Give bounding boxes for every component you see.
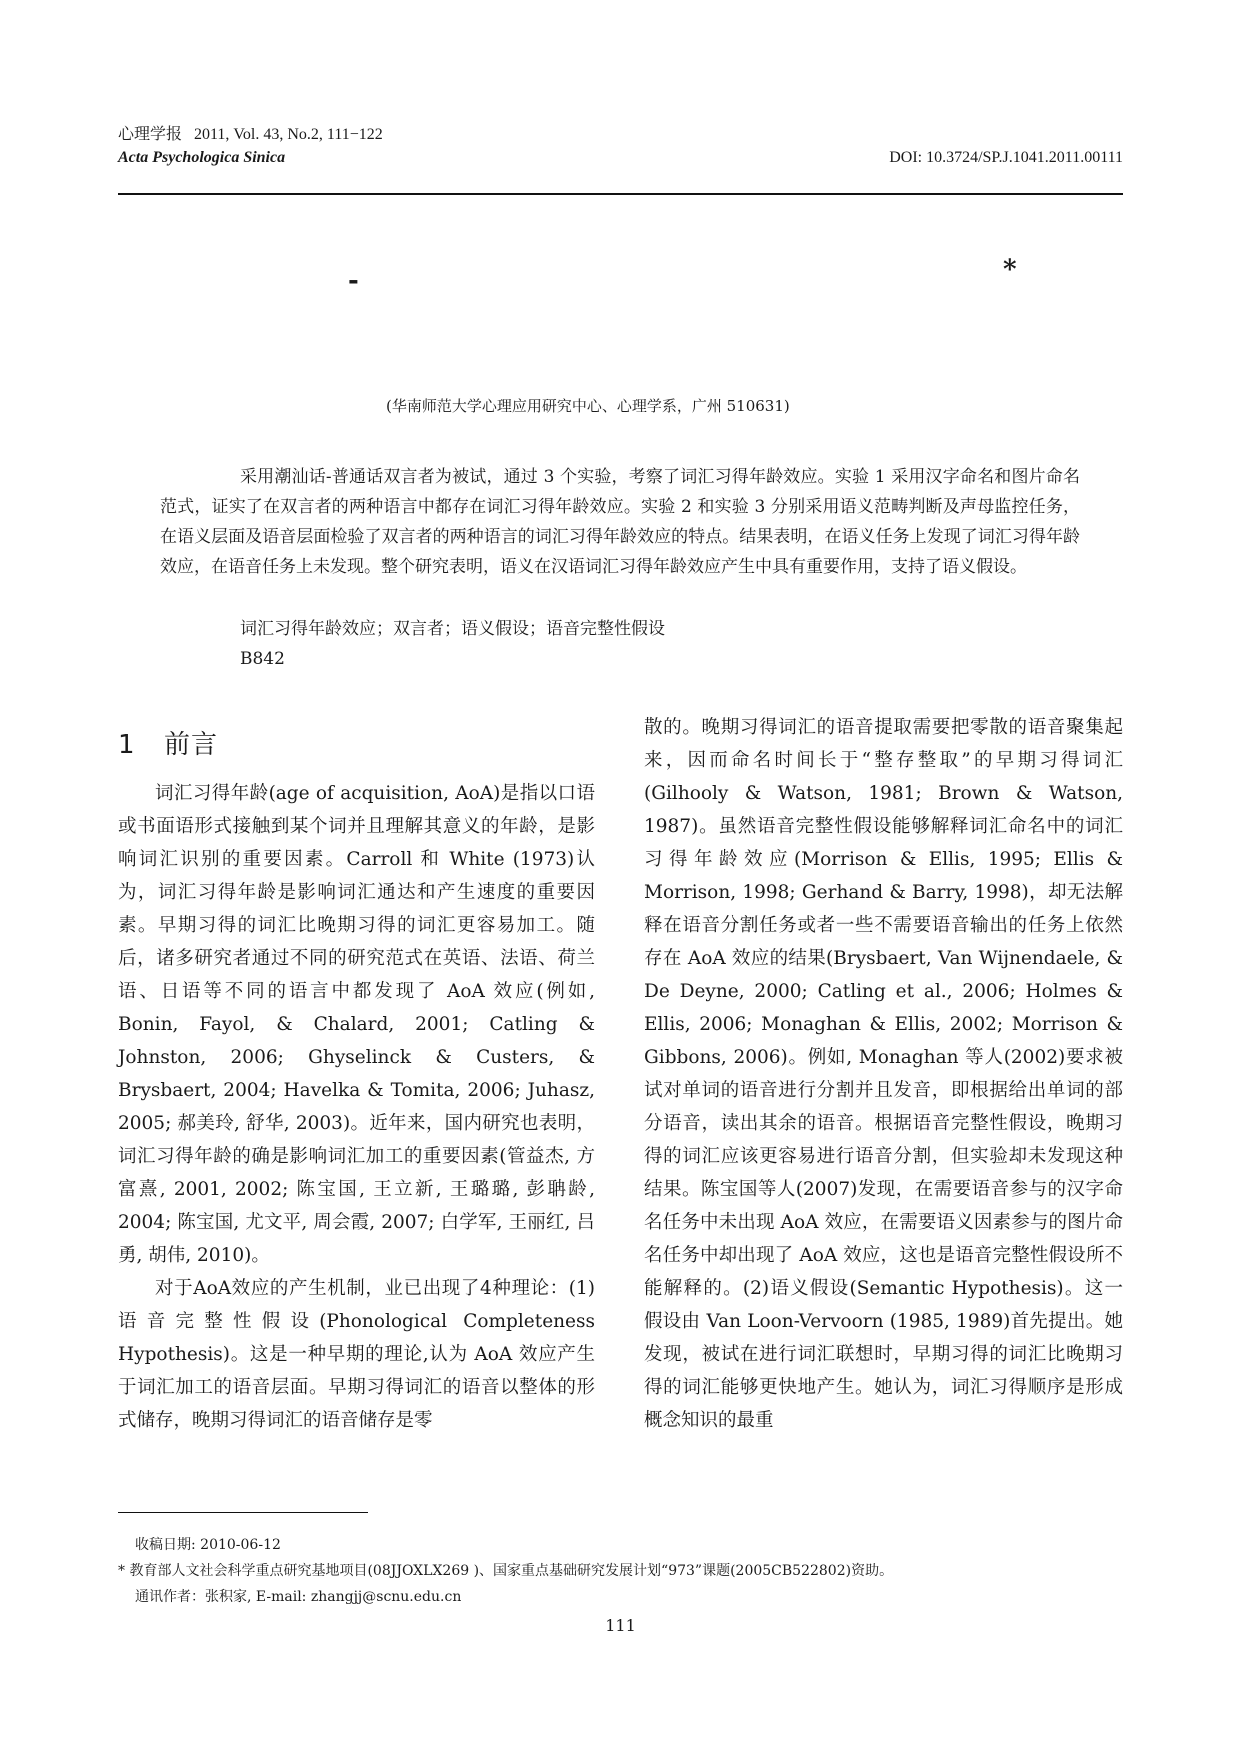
- footnote-funding: * 教育部人文社会科学重点研究基地项目(08JJOXLX269 )、国家重点基础研究发展计划“973”课题(2005CB522802)资助。: [118, 1563, 894, 1579]
- volume-info: 2011, Vol. 43, No.2, 111−122: [194, 126, 383, 143]
- classification-code: B842: [240, 649, 285, 669]
- section-heading: [118, 725, 218, 765]
- paragraph: 对于AoA效应的产生机制，业已出现了4种理论：(1)语音完整性假设(Phonological Completeness Hypothesis)。这是一种早期的理论,认为 AoA 效应产生于词汇加工的语音层面。早期习得词汇的语音以整体的形式储存，晚期习得词汇的语音储存是零: [118, 1278, 595, 1431]
- left-column: [118, 777, 595, 1437]
- abstract: [160, 462, 1080, 582]
- paragraph: 散的。晚期习得词汇的语音提取需要把零散的语音聚集起来，因而命名时间长于“整存整取”的早期习得词汇(Gilhooly & Watson, 1981; Brown & Watson, 1987)。虽然语音完整性假设能够解释词汇命名中的词汇习得年龄效应(Morrison & Ellis, 1995; Ellis & Morrison, 1998; Gerhand & Barry, 1998)，却无法解释在语音分割任务或者一些不需要语音输出的任务上依然存在 AoA 效应的结果(Brysbaert, Van Wijnendaele, & De Deyne, 2000; Catling et al., 2006; Holmes & Ellis, 2006; Monaghan & Ellis, 2002; Morrison & Gibbons, 2006)。例如, Monaghan 等人(2002)要求被试对单词的语音进行分割并且发音，即根据给出单词的部分语音，读出其余的语音。根据语音完整性假设，晚期习得的词汇应该更容易进行语音分割，但实验却未发现这种结果。陈宝国等人(2007)发现，在需要语音参与的汉字命名任务中未出现 AoA 效应，在需要语义因素参与的图片命名任务中却出现了 AoA 效应，这也是语音完整性假设所不能解释的。(2)语义假设(Semantic Hypothesis)。这一假设由 Van Loon-Vervoorn (1985, 1989)首先提出。她发现，被试在进行词汇联想时，早期习得的词汇比晚期习得的词汇能够更快地产生。她认为，词汇习得顺序是形成概念知识的最重: [644, 717, 1123, 1431]
- affiliation: (华南师范大学心理应用研究中心、心理学系，广州 510631): [386, 397, 790, 415]
- right-column: [644, 711, 1123, 1437]
- journal-name-cn: 心理学报: [118, 126, 183, 143]
- page-number: 111: [605, 1616, 636, 1635]
- section-number: 1: [118, 730, 136, 760]
- footnote-received: 收稿日期: 2010-06-12: [135, 1537, 281, 1553]
- keywords: 词汇习得年龄效应；双言者；语义假设；语音完整性假设: [240, 619, 665, 639]
- title-dash: -: [348, 266, 359, 296]
- doi: DOI: 10.3724/SP.J.1041.2011.00111: [889, 149, 1123, 166]
- header-rule: [118, 193, 1123, 195]
- abstract-text: 采用潮汕话-普通话双言者为被试，通过 3 个实验，考察了词汇习得年龄效应。实验 1 采用汉字命名和图片命名范式，证实了在双言者的两种语言中都存在词汇习得年龄效应。实验 2 和实验 3 分别采用语义范畴判断及声母监控任务，在语义层面及语音层面检验了双言者的两种语言的词汇习得年龄效应的特点。结果表明，在语义任务上发现了词汇习得年龄效应，在语音任务上未发现。整个研究表明，语义在汉语词汇习得年龄效应产生中具有重要作用，支持了语义假设。: [160, 467, 1080, 577]
- section-title: 前言: [164, 730, 219, 760]
- journal-header: [118, 124, 383, 146]
- journal-name-en: Acta Psychologica Sinica: [118, 149, 286, 166]
- title-asterisk: *: [1003, 255, 1017, 285]
- paragraph: 词汇习得年龄(age of acquisition, AoA)是指以口语或书面语形式接触到某个词并且理解其意义的年龄，是影响词汇识别的重要因素。Carroll 和 White (1973)认为，词汇习得年龄是影响词汇通达和产生速度的重要因素。早期习得的词汇比晚期习得的词汇更容易加工。随后，诸多研究者通过不同的研究范式在英语、法语、荷兰语、日语等不同的语言中都发现了 AoA 效应(例如, Bonin, Fayol, & Chalard, 2001; Catling & Johnston, 2006; Ghyselinck & Custers, & Brysbaert, 2004; Havelka & Tomita, 2006; Juhasz, 2005; 郝美玲, 舒华, 2003)。近年来，国内研究也表明，词汇习得年龄的确是影响词汇加工的重要因素(管益杰, 方富熹, 2001, 2002; 陈宝国, 王立新, 王璐璐, 彭聃龄, 2004; 陈宝国, 尤文平, 周会霞, 2007; 白学军, 王丽红, 吕勇, 胡伟, 2010)。: [118, 783, 595, 1266]
- footnote-correspondence: 通讯作者：张积家, E-mail: zhangjj@scnu.edu.cn: [135, 1589, 462, 1605]
- footnote-rule: [118, 1512, 368, 1513]
